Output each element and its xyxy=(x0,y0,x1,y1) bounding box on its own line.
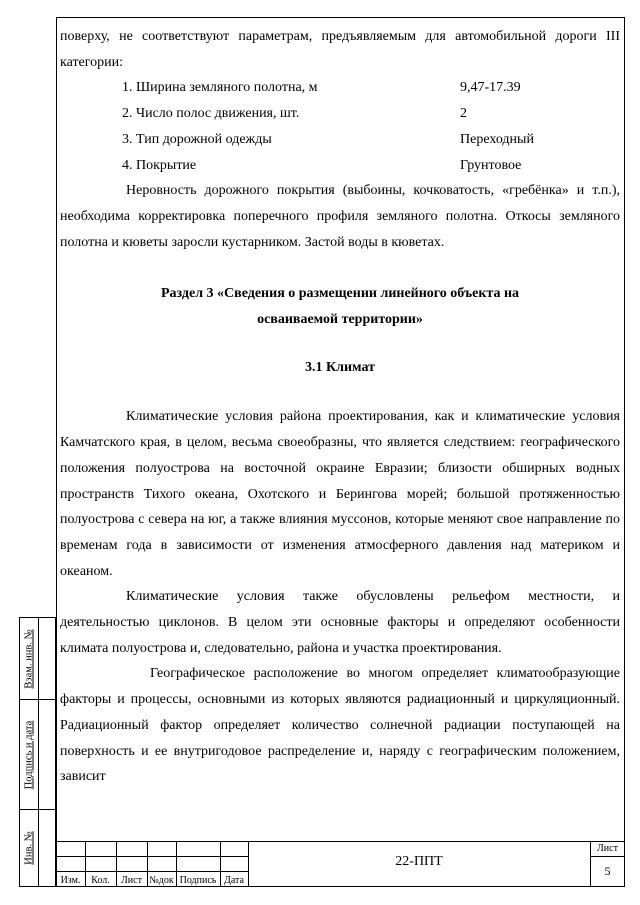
spec-value: 2 xyxy=(460,106,467,122)
spec-value: 9,47-17.39 xyxy=(460,80,521,96)
title-block xyxy=(56,841,625,887)
subsection-heading: 3.1 Климат xyxy=(304,359,376,375)
paragraph-climate: Климатические условия района проектирования, как и климатические условия Камчатского края, в целом, весьма своеобразны, что является следствием: географического положения полуострова на восточной окраине Евразии; близости обширных водных пространств Тихого океана, Охотского и Берингова морей; большой протяженностью полуострова с севера на юг, а также влияния муссонов, которые меняют свое направление по временам года в зависимости от изменения атмосферного давления над материком и океаном. xyxy=(60,409,620,579)
spec-row xyxy=(60,153,620,179)
paragraph-intro: поверху, не соответствуют параметрам, предъявляемым для автомобильной дороги III категории: xyxy=(60,29,620,70)
document-code: 22-ППТ xyxy=(395,854,443,869)
sheet-number: 5 xyxy=(604,864,611,878)
spec-value: Грунтовое xyxy=(460,157,522,173)
paragraph-factors: Климатические условия также обусловлены рельефом местности, и деятельностью циклонов. В целом эти основные факторы и определяют особенности климата полуострова и, следовательно, района и участка проектирования. xyxy=(60,589,620,656)
side-field-podpis xyxy=(19,699,56,809)
spec-value: Переходный xyxy=(460,131,534,147)
stamp-header: Лист xyxy=(121,875,142,886)
section-heading-line: Раздел 3 «Сведения о размещении линейного объекта на xyxy=(160,286,520,302)
paragraph-road-condition: Неровность дорожного покрытия (выбоины, кочковатость, «гребёнка» и т.п.), необходима корректировка поперечного профиля земляного полотна. Откосы земляного полотна и кюветы заросли кустарником. Застой воды в кюветах. xyxy=(60,183,620,250)
spec-label: 3. Тип дорожной одежды xyxy=(122,131,272,147)
spec-row xyxy=(60,101,620,127)
stamp-header: №док xyxy=(149,875,174,886)
stamp-header: Дата xyxy=(224,875,244,886)
side-label-inv: Инв. № xyxy=(23,831,35,865)
spec-label: 2. Число полос движения, шт. xyxy=(122,106,300,122)
side-label-vzam: Взам. инв. № xyxy=(23,628,35,689)
side-field-vzam xyxy=(19,617,56,699)
stamp-header: Подпись xyxy=(179,875,217,886)
stamp-header: Изм. xyxy=(60,875,81,886)
spec-row xyxy=(60,75,620,101)
side-field-inv xyxy=(19,809,56,887)
section-heading-line: осваиваемой территории» xyxy=(257,312,423,328)
section-heading xyxy=(60,281,620,332)
spec-row xyxy=(60,127,620,153)
spec-label: 4. Покрытие xyxy=(122,157,197,173)
document-body xyxy=(60,24,620,790)
sheet-label: Лист xyxy=(597,843,618,854)
side-label-podpis: Подпись и дата xyxy=(23,720,35,789)
stamp-header: Кол. xyxy=(91,875,110,886)
paragraph-radiation: Географическое расположение во многом определяет климатообразующие факторы и процессы, основными из которых являются радиационный и циркуляционный. Радиационный фактор определяет количество солнечной радиации поступающей на поверхность и ее внутригодовое распределение и, наряду с географическим положением, зависит xyxy=(60,666,620,785)
spec-label: 1. Ширина земляного полотна, м xyxy=(122,80,318,96)
